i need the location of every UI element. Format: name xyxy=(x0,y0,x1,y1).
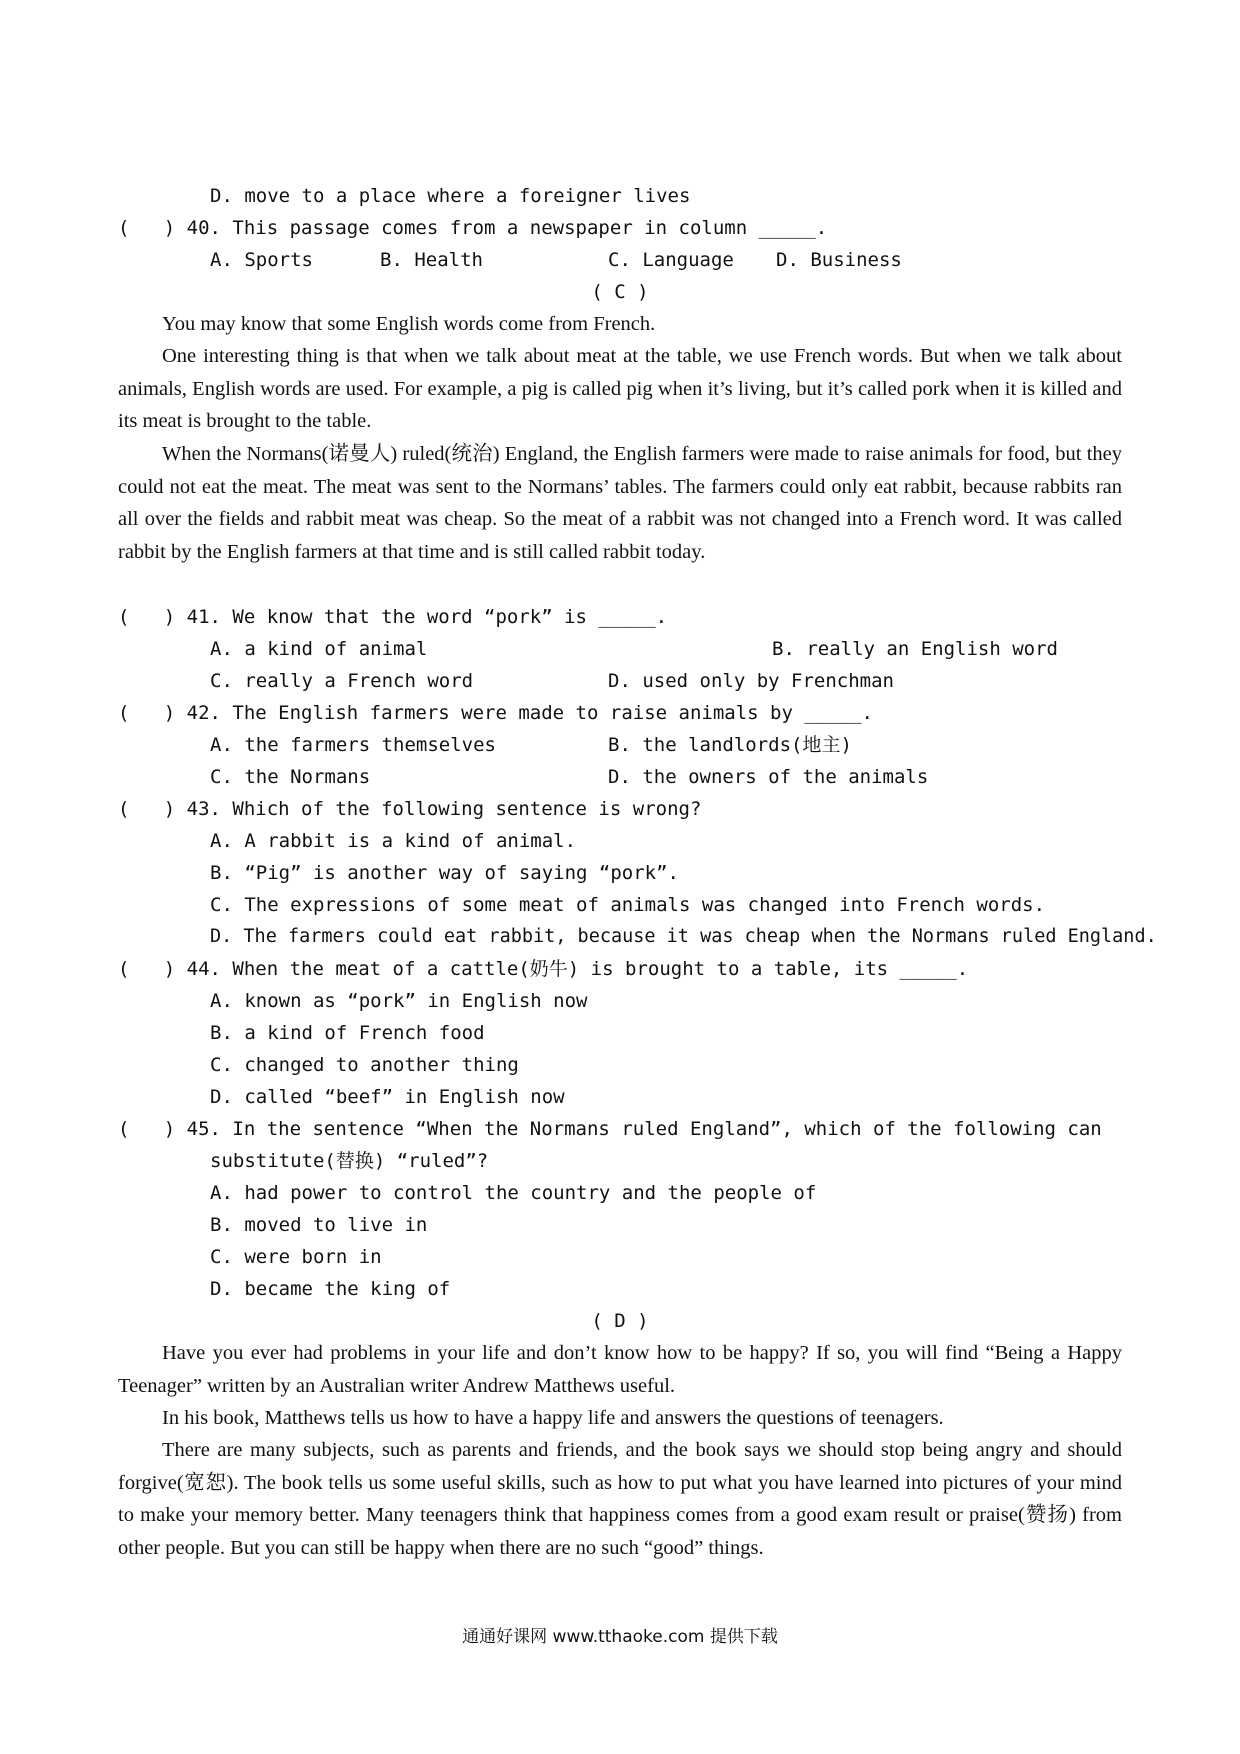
q45-question: ( ) 45. In the sentence “When the Normans ruled England”, which of the following can xyxy=(118,1118,1102,1140)
section-c-paragraph-1: You may know that some English words come from French. xyxy=(162,313,656,335)
q40-option-d: D. Business xyxy=(776,249,902,271)
page-footer: 通通好课网 www.tthaoke.com 提供下载 xyxy=(462,1627,778,1647)
q44-option-a: A. known as “pork” in English now xyxy=(210,990,588,1012)
section-d-paragraph-2: In his book, Matthews tells us how to have a happy life and answers the questions of teenagers. xyxy=(162,1407,944,1429)
q43-option-c: C. The expressions of some meat of animals was changed into French words. xyxy=(210,894,1046,916)
q41-question: ( ) 41. We know that the word “pork” is _____. xyxy=(118,606,668,628)
section-d-paragraph-3: There are many subjects, such as parents and friends, and the book says we should stop being angry and should forgive(宽恕). The book tells us some useful skills, such as how to put what you have learned into pictures of your mind to make your memory better. Many teenagers think that happiness comes from a good exam result or praise(赞扬) from other people. But you can still be happy when there are no such “good” things. xyxy=(118,1439,1122,1559)
q42-option-d: D. the owners of the animals xyxy=(608,766,929,788)
q40-question: ( ) 40. This passage comes from a newspaper in column _____. xyxy=(118,217,828,239)
q40-option-c: C. Language xyxy=(608,249,734,271)
q44-question: ( ) 44. When the meat of a cattle(奶牛) is brought to a table, its _____. xyxy=(118,958,969,980)
q44-option-d: D. called “beef” in English now xyxy=(210,1086,565,1108)
q45-option-c: C. were born in xyxy=(210,1246,382,1268)
q41-option-c: C. really a French word xyxy=(210,670,474,692)
q43-option-a: A. A rabbit is a kind of animal. xyxy=(210,830,577,852)
q42-option-b: B. the landlords(地主) xyxy=(608,734,852,756)
q41-option-b: B. really an English word xyxy=(772,638,1058,660)
section-c-paragraph-2: One interesting thing is that when we talk about meat at the table, we use French words. But when we talk about animals, English words are used. For example, a pig is called pig when it’s living, but it’s called pork when it is killed and its meat is brought to the table. xyxy=(118,345,1122,433)
q44-option-c: C. changed to another thing xyxy=(210,1054,519,1076)
q43-option-d: D. The farmers could eat rabbit, because it was cheap when the Normans ruled England. xyxy=(210,926,1157,947)
q39-option-d: D. move to a place where a foreigner lives xyxy=(210,185,691,207)
section-d-paragraph-1: Have you ever had problems in your life and don’t know how to be happy? If so, you will find “Being a Happy Teenager” written by an Australian writer Andrew Matthews useful. xyxy=(118,1342,1122,1397)
q41-option-a: A. a kind of animal xyxy=(210,638,428,660)
section-c-heading: ( C ) xyxy=(591,281,649,303)
q42-option-c: C. the Normans xyxy=(210,766,371,788)
q43-question: ( ) 43. Which of the following sentence is wrong? xyxy=(118,798,702,820)
q45-option-b: B. moved to live in xyxy=(210,1214,428,1236)
q45-question-continued: substitute(替换) “ruled”? xyxy=(210,1150,489,1172)
q42-question: ( ) 42. The English farmers were made to raise animals by _____. xyxy=(118,702,873,724)
section-d-heading: ( D ) xyxy=(591,1310,649,1332)
q41-option-d: D. used only by Frenchman xyxy=(608,670,894,692)
q43-option-b: B. “Pig” is another way of saying “pork”. xyxy=(210,862,679,884)
q40-option-a: A. Sports xyxy=(210,249,313,271)
section-c-paragraph-3: When the Normans(诺曼人) ruled(统治) England, the English farmers were made to raise animals for food, but they could not eat the meat. The meat was sent to the Normans’ tables. The farmers could only eat rabbit, because rabbits ran all over the fields and rabbit meat was cheap. So the meat of a rabbit was not changed into a French word. It was called rabbit by the English farmers at that time and is still called rabbit today. xyxy=(118,443,1122,563)
q45-option-a: A. had power to control the country and the people of xyxy=(210,1182,817,1204)
q45-option-d: D. became the king of xyxy=(210,1278,451,1300)
q40-option-b: B. Health xyxy=(380,249,483,271)
q42-option-a: A. the farmers themselves xyxy=(210,734,496,756)
q44-option-b: B. a kind of French food xyxy=(210,1022,485,1044)
